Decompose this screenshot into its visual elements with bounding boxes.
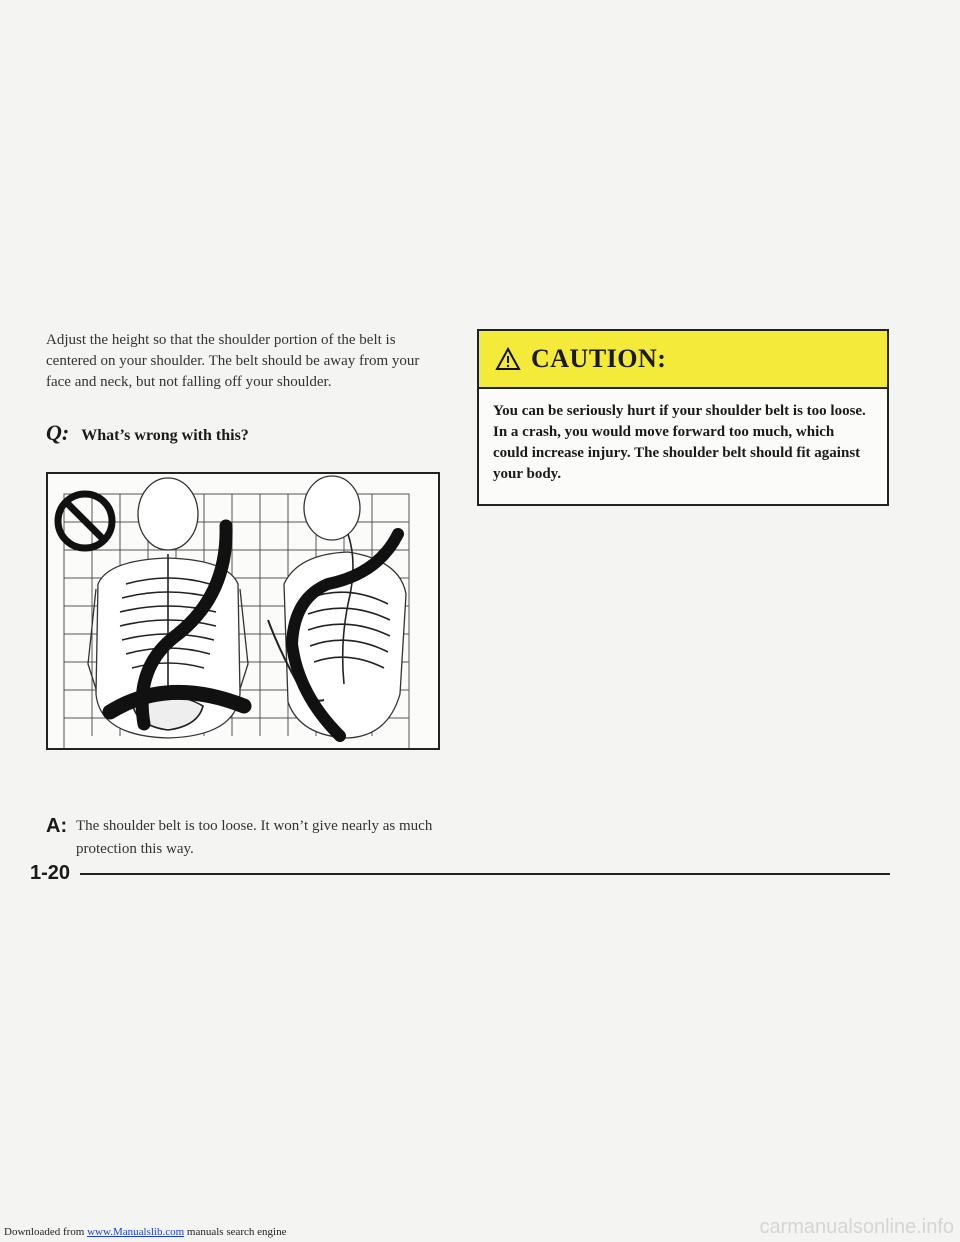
footer-rule xyxy=(80,873,890,875)
page-number: 1-20 xyxy=(30,862,71,884)
page-footer xyxy=(30,862,890,885)
caution-box xyxy=(477,329,889,506)
question-text: What’s wrong with this? xyxy=(81,427,249,444)
intro-paragraph: Adjust the height so that the shoulder portion of the belt is centered on your shoulder. The belt should be away from your face and neck, but not falling off your shoulder. xyxy=(46,332,420,390)
caution-body: You can be seriously hurt if your shoulder belt is too loose. In a crash, you would move forward too much, which could increase injury. The shoulder belt should fit against your body. xyxy=(493,403,866,482)
answer-text: The shoulder belt is too loose. It won’t give nearly as much protection this way. xyxy=(76,818,433,857)
download-banner xyxy=(4,1226,286,1238)
answer-letter: A: xyxy=(46,815,68,837)
question xyxy=(46,420,249,446)
warning-triangle-icon xyxy=(495,347,521,371)
seatbelt-illustration xyxy=(46,472,440,750)
banner-prefix: Downloaded from xyxy=(4,1226,88,1238)
question-letter: Q: xyxy=(46,420,70,445)
caution-label: CAUTION: xyxy=(531,344,667,373)
watermark: carmanualsonline.info xyxy=(759,1216,954,1238)
caution-header xyxy=(479,331,887,389)
banner-suffix: manuals search engine xyxy=(184,1226,287,1238)
manualslib-link[interactable]: www.Manualslib.com xyxy=(87,1226,185,1238)
grid-background xyxy=(48,474,438,748)
prohibition-icon xyxy=(58,494,112,548)
answer xyxy=(46,815,446,861)
